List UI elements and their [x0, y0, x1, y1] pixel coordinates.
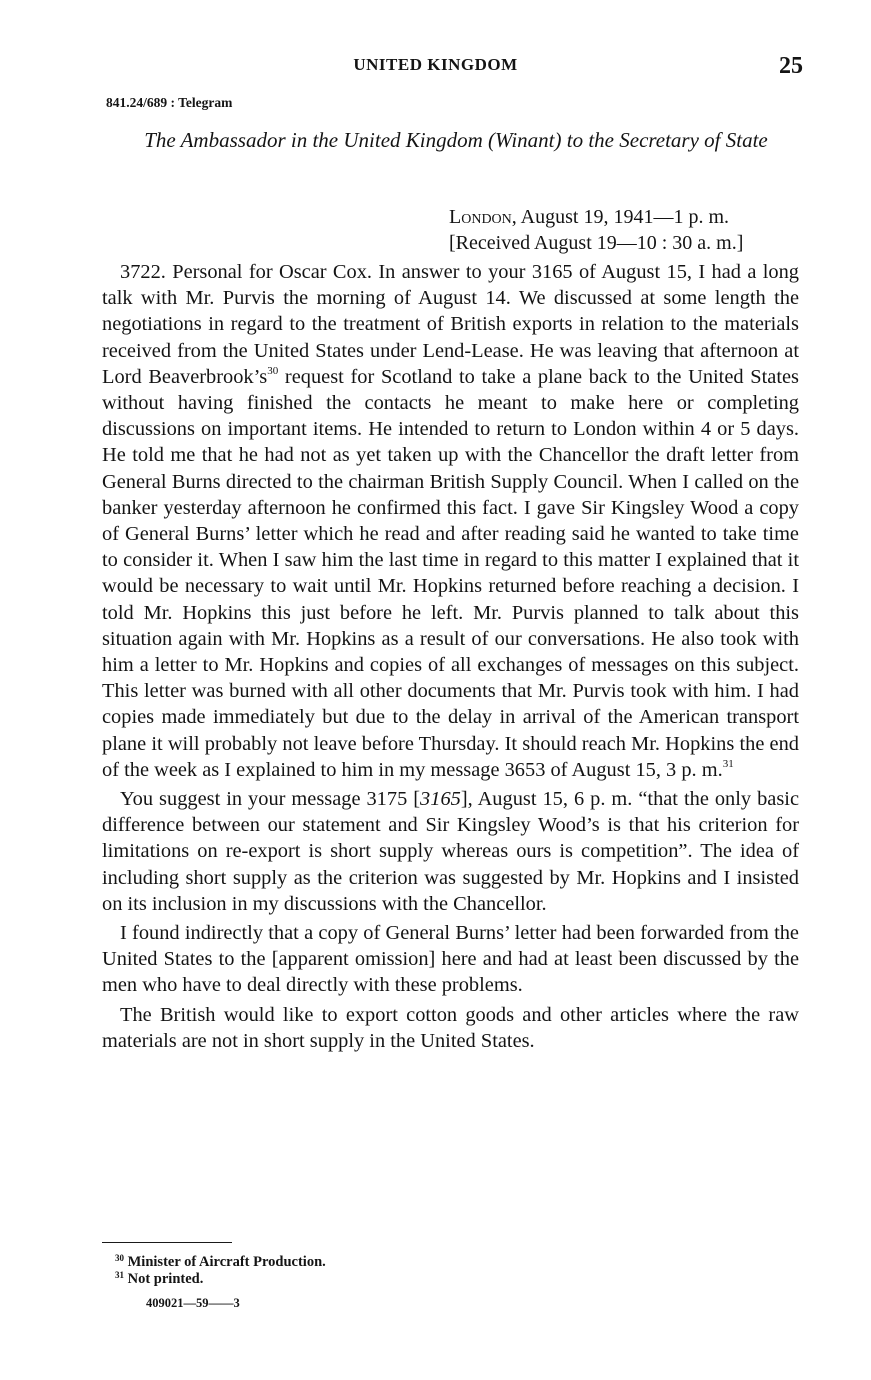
paragraph-1-text-b: request for Scotland to take a plane back to the United States without having finished the contacts he meant to make here or completing discussions on important items. He intended to return to London within 4 or 5 days. He told me that he had not as yet taken up with the Chancellor the draft letter from General Burns directed to the chairman British Supply Council. When I called on the banker yesterday afternoon he confirmed this fact. I gave Sir Kingsley Wood a copy of General Burns’ letter which he read and after reading said he wanted to take time to consider it. When I saw him the last time in regard to this matter I explained that it would be necessary to wait until Mr. Hopkins returned before reaching a decision. I told Mr. Hopkins this just before he left. Mr. Purvis planned to talk about this situation again with Mr. Hopkins as a result of our conversations. He also took with him a letter to Mr. Hopkins and copies of all exchanges of messages on this subject. This letter was burned with all other documents that Mr. Purvis took with him. I had copies made immediately but due to the delay in arrival of the American transport plane it will probably not leave before Thursday. It should reach Mr. Hopkins the end of the week as I explained to him in my message 3653 of August 15, 3 p. m. [102, 365, 799, 781]
footnote-mark: 31 [115, 1270, 124, 1280]
footnotes [115, 1254, 326, 1288]
editorial-insert: 3165 [420, 788, 461, 811]
footnote-ref-31: 31 [722, 757, 734, 770]
footnote-divider [102, 1242, 232, 1243]
paragraph-2-text-a: You suggest in your message 3175 [ [120, 788, 421, 811]
dateline-date: , August 19, 1941—1 p. m. [511, 206, 730, 228]
page-number: 25 [779, 53, 803, 79]
dateline [449, 204, 743, 256]
footnote-mark: 30 [115, 1253, 124, 1263]
footnote-text: Minister of Aircraft Production. [127, 1254, 326, 1270]
footnote-ref-30: 30 [267, 364, 279, 377]
dateline-received: [Received August 19—10 : 30 a. m.] [449, 232, 744, 254]
running-head: UNITED KINGDOM [353, 55, 518, 74]
file-number: 841.24/689 : Telegram [106, 95, 233, 110]
paragraph-4: The British would like to export cotton goods and other articles where the raw materials are not in short supply in the United States. [102, 1003, 799, 1052]
dateline-sent [449, 204, 743, 230]
footnote-31 [115, 1271, 326, 1288]
dateline-place: London [449, 206, 512, 228]
document-title: The Ambassador in the United Kingdom (Winant) to the Secretary of State [144, 128, 768, 152]
telegram-body [102, 259, 799, 1057]
paragraph-2 [102, 786, 799, 917]
paragraph-3: I found indirectly that a copy of General Burns’ letter had been forwarded from the United States to the [apparent omission] here and had at least been discussed by the men who have to deal directly with these problems. [102, 922, 799, 997]
paragraph-1-text-a: 3722. Personal for Oscar Cox. In answer to your 3165 of August 15, I had a long talk with Mr. Purvis the morning of August 14. We discussed at some length the negotiations in regard to the treatment of British exports in relation to the materials received from the United States under Lend-Lease. He was leaving that afternoon at Lord Beaverbrook’s [102, 261, 799, 388]
footnote-text: Not printed. [127, 1271, 204, 1287]
footnote-30 [115, 1254, 326, 1271]
printer-mark: 409021—59——3 [146, 1296, 240, 1310]
paragraph-1 [102, 259, 799, 783]
paragraph-2-text-b: ], August 15, 6 p. m. “that the only basic difference between our statement and Sir Kingsley Wood’s is that his criterion for limitations on re-export is short supply whereas ours is competition”. The idea of including short supply as the criterion was suggested by Mr. Hopkins and I insisted on its inclusion in my discussions with the Chancellor. [102, 788, 799, 915]
